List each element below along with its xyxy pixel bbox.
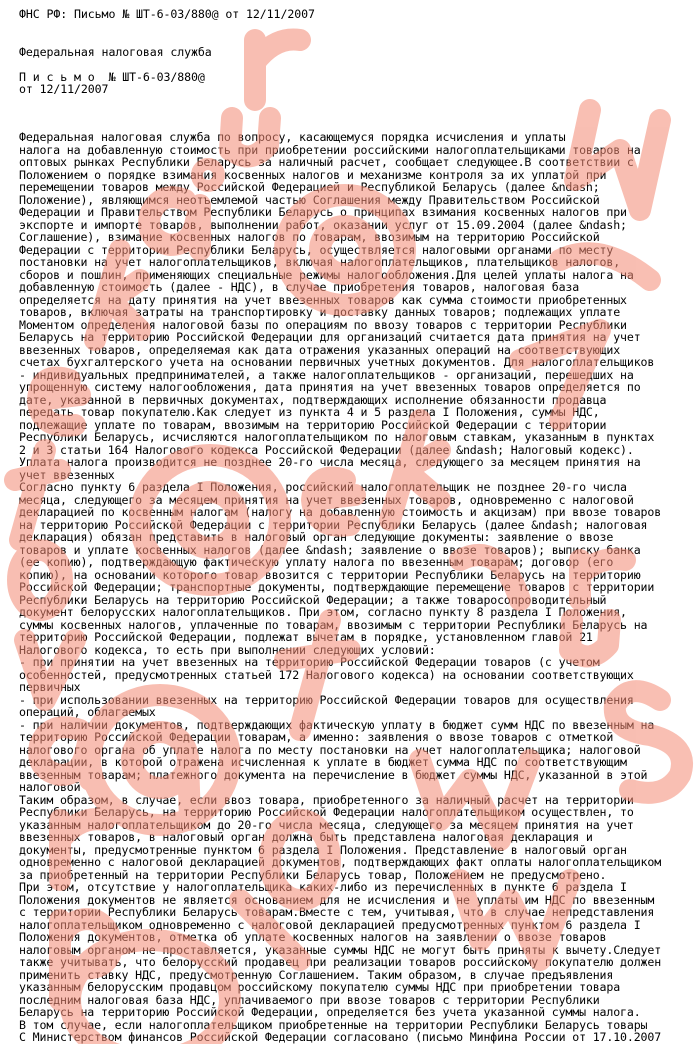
- body-text-line: - индивидуальных предпринимателей, а также налогоплательщиков - организаций, перешедших на: [19, 367, 634, 382]
- body-text-line: ввезенных товаров, определяемая как дата отражения указанных операций на соответствующих: [19, 342, 621, 357]
- body-text-line: Российской Федерации; транспортные документы, подтверждающие перемещение товаров с территории: [19, 580, 655, 594]
- body-text-line: документы, предусмотренные пунктом 6 раздела I Положения. Представление в налоговый орган: [19, 842, 627, 857]
- body-text-line: В том случае, если налогоплательщиком приобретенные на территории Республики Беларусь товары: [19, 1017, 648, 1032]
- body-text-line: - при использовании ввезенных на территорию Российской Федерации товаров для осуществления: [19, 692, 634, 707]
- body-text-line: территорию Российской Федерации, подлежат вычетам в порядке, установленном главой 21: [19, 630, 593, 644]
- body-text-line: Положение), являющимся неотъемлемой частью Соглашения между Правительством Российской: [19, 192, 600, 207]
- body-text-line: с территории Республики Беларусь товарам.Вместе с тем, учитывая, что в случае непредставления: [19, 905, 655, 919]
- document-header-line: ФНС РФ: Письмо № ШТ-6-03/880@ от 12/11/2007: [19, 7, 315, 21]
- body-text-line: учет ввезенных: [19, 467, 115, 482]
- body-text-line: суммы косвенных налогов, уплаченные по товарам, ввозимым с территории Республики Беларусь на: [19, 617, 648, 632]
- body-text-line: ввезенным товарам; платежного документа на перечисление в бюджет суммы НДС, указанной в этой: [19, 767, 648, 782]
- body-text-line: за приобретенный на территории Республики Беларусь товар, Положением не предусмотрено.: [19, 867, 607, 882]
- body-text-line: налога на добавленную стоимость при приобретении российскими налогоплательщиками товаров на: [19, 142, 641, 157]
- body-text-line: первичных: [19, 680, 81, 694]
- body-text-line: добавленную стоимость (далее - НДС), в случае приобретения товаров, налоговая база: [19, 280, 580, 294]
- letter-body: [19, 131, 689, 1044]
- body-text-line: Федеральная налоговая служба по вопросу, касающемуся порядка исчисления и уплаты: [19, 130, 566, 144]
- body-text-line: Федерации и Правительством Республики Беларусь о принципах взимания косвенных налогов при: [19, 205, 627, 219]
- agency-name: Федеральная налоговая служба: [19, 45, 212, 59]
- letter-number: П и с ь м о № ШТ-6-03/880@: [19, 70, 205, 84]
- body-text-line: операций, облагаемых: [19, 705, 156, 719]
- body-text-line: налогового органа об уплате налога по месту постановки на учет налогоплательщика; налоговой: [19, 742, 641, 757]
- body-text-line: применить ставку НДС, предусмотренную Соглашением. Таким образом, в случае предъявления: [19, 967, 614, 982]
- body-text-line: налоговым органом не проставляется, указанные суммы НДС не могут быть приняты к вычету.Следует: [19, 942, 662, 957]
- body-text-line: декларация) обязан представить в налоговый орган следующие документы: заявление о ввозе: [19, 530, 614, 544]
- body-text-line: сборов и пошлин, применяющих специальные режимы налогообложения.Для целей уплаты налога на: [19, 267, 634, 282]
- body-text-line: ввезенных товаров, в налоговый орган должна быть представлена налоговая декларация и: [19, 830, 593, 844]
- body-text-line: Уплата налога производится не позднее 20-го числа месяца, следующего за месяцем принятия на: [19, 455, 641, 469]
- body-text-line: оптовых рынках Республики Беларусь за наличный расчет, сообщает следующее.В соответствии с: [19, 155, 634, 169]
- body-text-line: Беларусь на территорию Российской Федерации для организаций считается дата принятия на учет: [19, 330, 641, 344]
- body-text-line: - при принятии на учет ввезенных на территорию Российской Федерации товаров (с учетом: [19, 655, 600, 669]
- body-text-line: последним налоговая база НДС, уплачиваемого при ввозе товаров с территории Республики: [19, 992, 600, 1007]
- body-text-line: Соглашение), взимание косвенных налогов по товарам, ввозимым на территорию Российской: [19, 230, 600, 244]
- body-text-line: Федерации с территории Республики Беларусь, осуществляется налоговыми органами по месту: [19, 242, 614, 257]
- body-text-line: Моментом определения налоговой базы по операциям по ввозу товаров с территории Республики: [19, 317, 627, 332]
- body-text-line: налогоплательщиком одновременно с налоговой декларацией предусмотренных пунктом 6 раздела I: [19, 917, 641, 932]
- body-text-line: определяется на дату принятия на учет ввезенных товаров как сумма стоимости приобретенных: [19, 292, 627, 307]
- body-text-line: С Министерством финансов Российской Федерации согласовано (письмо Минфина России от 17.10.2007: [19, 1030, 662, 1044]
- body-text-line: территорию Российской Федерации товарам, а именно: заявления о ввозе товаров с отметкой: [19, 730, 614, 744]
- body-text-line: Согласно пункту 6 раздела I Положения, российский налогоплательщик не позднее 20-го числа: [19, 480, 627, 494]
- body-text-line: особенностей, предусмотренных статьей 172 Налогового кодекса) на основании соответствующих: [19, 667, 634, 682]
- body-text-line: Положения документов не является основанием для не исчисления и не уплаты им НДС по ввезенным: [19, 892, 655, 907]
- body-text-line: одновременно с налоговой декларацией документов, подтверждающих факт оплаты налогоплательщиком: [19, 855, 662, 869]
- letter-date: от 12/11/2007: [19, 82, 109, 96]
- body-text-line: товаров и уплате косвенных налогов (далее &ndash; заявление о ввозе товаров); выписку банка: [19, 542, 641, 557]
- body-text-line: 2 и 3 статьи 164 Налогового кодекса Российской Федерации (далее &ndash; Налоговый кодекс).: [19, 442, 634, 457]
- body-text-line: счетах бухгалтерского учета на основании первичных учетных документов. Для налогоплательщиков: [19, 355, 655, 369]
- body-text-line: Положением о порядке взимания косвенных налогов и механизме контроля за их уплатой при: [19, 167, 607, 182]
- body-text-line: документ белорусских налогоплательщиков. При этом, согласно пункту 8 раздела I Положения,: [19, 605, 627, 619]
- body-text-line: декларации, в которой отражена исчисленная к уплате в бюджет сумма НДС по соответствующим: [19, 755, 627, 769]
- body-text-line: указанным налогоплательщиком до 20-го числа месяца, следующего за месяцем принятия на учет: [19, 817, 634, 832]
- body-text-line: Республики Беларусь, на территорию Российской Федерации налогоплательщиком осуществлен, то: [19, 805, 634, 819]
- body-text-line: перемещении товаров между Российской Федерацией и Республикой Беларусь (далее &ndash;: [19, 180, 600, 194]
- body-text-line: налоговой: [19, 780, 81, 794]
- body-text-line: на территорию Российской Федерации с территории Республики Беларусь (далее &ndash; налоговая: [19, 517, 648, 532]
- body-text-line: Республики Беларусь, исчисляются налогоплательщиком по налоговым ставкам, указанным в пунктах: [19, 430, 655, 444]
- body-text-line: месяца, следующего за месяцем принятия на учет ввезенных товаров, одновременно с налоговой: [19, 492, 634, 507]
- body-text-line: Республики Беларусь на территорию Российской Федерации; а также товаросопроводительный: [19, 592, 607, 607]
- body-text-line: подлежащие уплате по товарам, ввозимым на территорию Российской Федерации с территории: [19, 417, 607, 432]
- body-text-line: постановки на учет налогоплательщиков, включая налогоплательщиков, плательщиков налогов,: [19, 255, 621, 269]
- body-text-line: дате, указанной в первичных документах, подтверждающих исполнение обязанности продавца: [19, 392, 607, 407]
- body-text-line: Налогового кодекса, то есть при выполнении следующих условий:: [19, 642, 436, 657]
- body-text-line: товаров, включая затраты на транспортировку и доставку данных товаров; подлежащих уплате: [19, 305, 621, 319]
- body-text-line: декларацией по косвенным налогам (налогу на добавленную стоимость и акцизам) при ввозе товаров: [19, 505, 662, 519]
- body-text-line: также учитывать, что белорусский продавец при реализации товаров российскому покупателю должен: [19, 955, 662, 969]
- body-text-line: Положения документов, отметка об уплате косвенных налогов на заявлении о ввозе товаров: [19, 930, 607, 944]
- body-text-line: Таким образом, в случае, если ввоз товара, приобретенного за наличный расчет на территории: [19, 792, 634, 807]
- body-text-line: экспорте и импорте товаров, выполнении работ, оказании услуг от 15.09.2004 (далее &ndash;: [19, 217, 627, 232]
- body-text-line: При этом, отсутствие у налогоплательщика каких-либо из перечисленных в пункте 6 раздела I: [19, 880, 627, 894]
- body-text-line: передать товар покупателю.Как следует из пункта 4 и 5 раздела I Положения, суммы НДС,: [19, 405, 600, 419]
- body-text-line: указанным белорусским продавцом российскому покупателю суммы НДС при приобретении товара: [19, 980, 621, 994]
- body-text-line: (ее копию), подтверждающую фактическую уплату налога по ввезенным товарам; договор (его: [19, 555, 614, 569]
- body-text-line: копию), на основании которого товар ввозится с территории Республики Беларусь на территорию: [19, 567, 641, 582]
- body-text-line: Беларусь на территорию Российской Федерации, определяется без учета указанной суммы налога.: [19, 1005, 641, 1019]
- body-text-line: упрощенную систему налогообложения, дата принятия на учет ввезенных товаров определяется по: [19, 380, 641, 394]
- body-text-line: - при наличии документов, подтверждающих фактическую уплату в бюджет сумм НДС по ввезенным на: [19, 717, 655, 732]
